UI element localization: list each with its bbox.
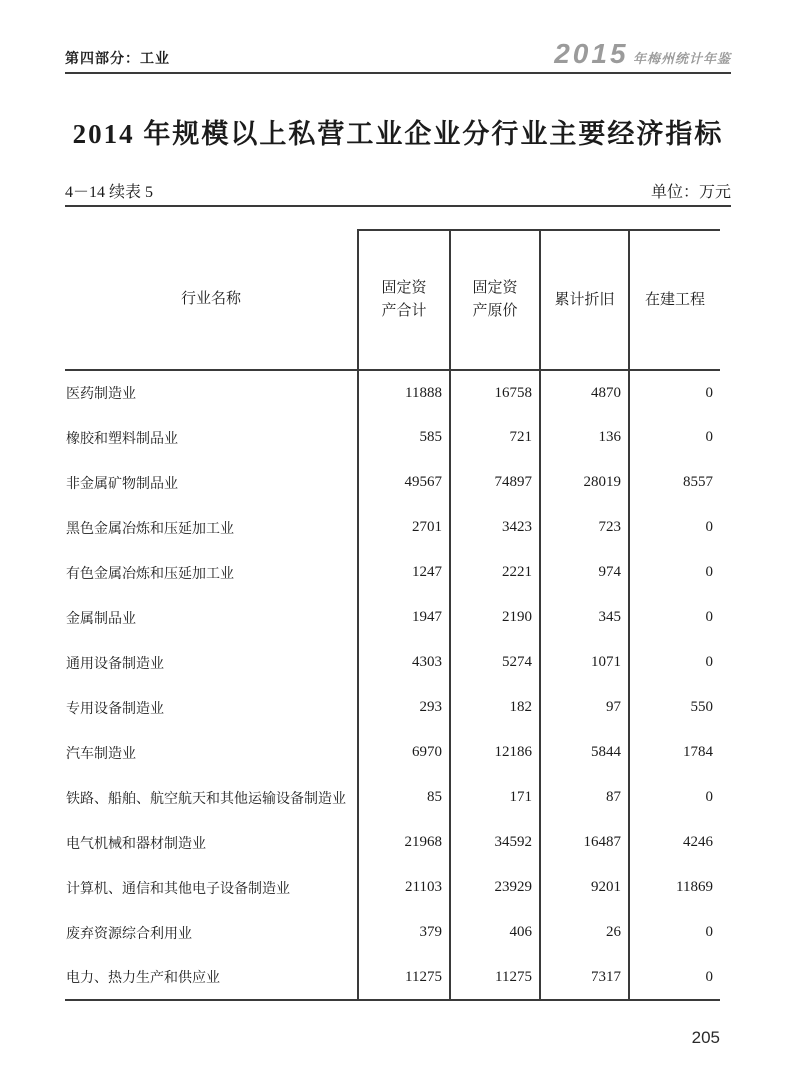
value-cell: 11869: [629, 865, 720, 910]
value-cell: 171: [450, 775, 540, 820]
industry-name-cell: 有色金属冶炼和压延加工业: [66, 566, 234, 582]
value-cell: 21968: [358, 820, 450, 865]
table-body: [65, 370, 720, 1000]
value-cell: 34592: [450, 820, 540, 865]
value-cell: 8557: [629, 460, 720, 505]
value-cell: 16758: [450, 370, 540, 415]
value-cell: 0: [629, 955, 720, 1000]
table-row: [65, 685, 720, 730]
industry-name-cell: 医药制造业: [66, 387, 136, 402]
value-cell: 0: [629, 595, 720, 640]
industry-name-cell: 计算机、通信和其他电子设备制造业: [66, 881, 290, 897]
industry-name-cell: 废弃资源综合利用业: [66, 926, 192, 942]
value-cell: 6970: [358, 730, 450, 775]
section-label: 第四部分：工业: [65, 50, 170, 66]
col-header-industry-name: 行业名称: [65, 230, 358, 370]
table-row: [65, 505, 720, 550]
table-row: [65, 460, 720, 505]
table-row: [65, 865, 720, 910]
yearbook-page: [65, 0, 731, 1077]
page-title: 2014 年规模以上私营工业企业分行业主要经济指标: [72, 119, 724, 149]
value-cell: 9201: [540, 865, 629, 910]
yearbook-year: 2015: [554, 38, 629, 69]
value-cell: 5274: [450, 640, 540, 685]
col-header-fixed-assets-total: 固定资 产合计: [358, 230, 450, 370]
value-cell: 26: [540, 910, 629, 955]
industry-name-cell: 黑色金属冶炼和压延加工业: [66, 521, 234, 537]
value-cell: 21103: [358, 865, 450, 910]
value-cell: 293: [358, 685, 450, 730]
yearbook-title-suffix: 年梅州统计年鉴: [632, 51, 731, 66]
industry-name-cell: 电气机械和器材制造业: [66, 836, 206, 852]
page-header: [65, 40, 731, 74]
industry-name-cell: 专用设备制造业: [66, 701, 164, 717]
table-row: [65, 550, 720, 595]
industry-name-cell: 电力、热力生产和供应业: [65, 955, 358, 1000]
table-row: [65, 775, 720, 820]
value-cell: 1947: [358, 595, 450, 640]
value-cell: 0: [629, 415, 720, 460]
value-cell: 1784: [629, 730, 720, 775]
value-cell: 5844: [540, 730, 629, 775]
value-cell: 379: [358, 910, 450, 955]
value-cell: 11888: [358, 370, 450, 415]
value-cell: 550: [629, 685, 720, 730]
value-cell: 974: [540, 550, 629, 595]
table-number: 4－14 续表 5: [65, 184, 154, 201]
value-cell: 1247: [358, 550, 450, 595]
industry-name-cell: 汽车制造业: [66, 746, 136, 762]
value-cell: 345: [540, 595, 629, 640]
value-cell: 0: [629, 505, 720, 550]
industry-name-cell: 橡胶和塑料制品业: [66, 431, 178, 447]
value-cell: 23929: [450, 865, 540, 910]
value-cell: 16487: [540, 820, 629, 865]
value-cell: 0: [629, 370, 720, 415]
value-cell: 2221: [450, 550, 540, 595]
yearbook-logo: [554, 40, 731, 68]
col-header-fixed-assets-original-price: 固定资 产原价: [450, 230, 540, 370]
table-row: [65, 640, 720, 685]
table-row: [65, 910, 720, 955]
industry-indicators-table: [65, 229, 720, 1001]
unit-label: 单位：万元: [650, 184, 731, 201]
value-cell: 11275: [450, 955, 540, 1000]
value-cell: 85: [358, 775, 450, 820]
industry-name-cell: 铁路、船舶、航空航天和其他运输设备制造业: [66, 791, 346, 807]
value-cell: 28019: [540, 460, 629, 505]
value-cell: 7317: [540, 955, 629, 1000]
page-number: 205: [691, 1028, 720, 1047]
value-cell: 0: [629, 640, 720, 685]
col-header-construction-in-progress: 在建工程: [629, 230, 720, 370]
value-cell: 721: [450, 415, 540, 460]
value-cell: 97: [540, 685, 629, 730]
value-cell: 4870: [540, 370, 629, 415]
value-cell: 3423: [450, 505, 540, 550]
value-cell: 0: [629, 910, 720, 955]
industry-name-cell: 非金属矿物制品业: [66, 476, 178, 492]
table-header-row: [65, 230, 720, 370]
value-cell: 182: [450, 685, 540, 730]
value-cell: 4246: [629, 820, 720, 865]
value-cell: 74897: [450, 460, 540, 505]
value-cell: 136: [540, 415, 629, 460]
table-row: [65, 820, 720, 865]
value-cell: 49567: [358, 460, 450, 505]
value-cell: 12186: [450, 730, 540, 775]
value-cell: 2701: [358, 505, 450, 550]
industry-name-cell: 金属制品业: [66, 611, 136, 627]
value-cell: 2190: [450, 595, 540, 640]
table-row: [65, 730, 720, 775]
value-cell: 723: [540, 505, 629, 550]
col-header-accumulated-depreciation: 累计折旧: [540, 230, 629, 370]
value-cell: 11275: [358, 955, 450, 1000]
table-row: [65, 415, 720, 460]
table-row: [65, 370, 720, 415]
industry-name-cell: 通用设备制造业: [66, 656, 164, 672]
value-cell: 0: [629, 775, 720, 820]
value-cell: 406: [450, 910, 540, 955]
value-cell: 87: [540, 775, 629, 820]
value-cell: 0: [629, 550, 720, 595]
table-meta-line: [65, 179, 731, 207]
value-cell: 4303: [358, 640, 450, 685]
table-row: [65, 955, 720, 1000]
value-cell: 1071: [540, 640, 629, 685]
table-row: [65, 595, 720, 640]
value-cell: 585: [358, 415, 450, 460]
